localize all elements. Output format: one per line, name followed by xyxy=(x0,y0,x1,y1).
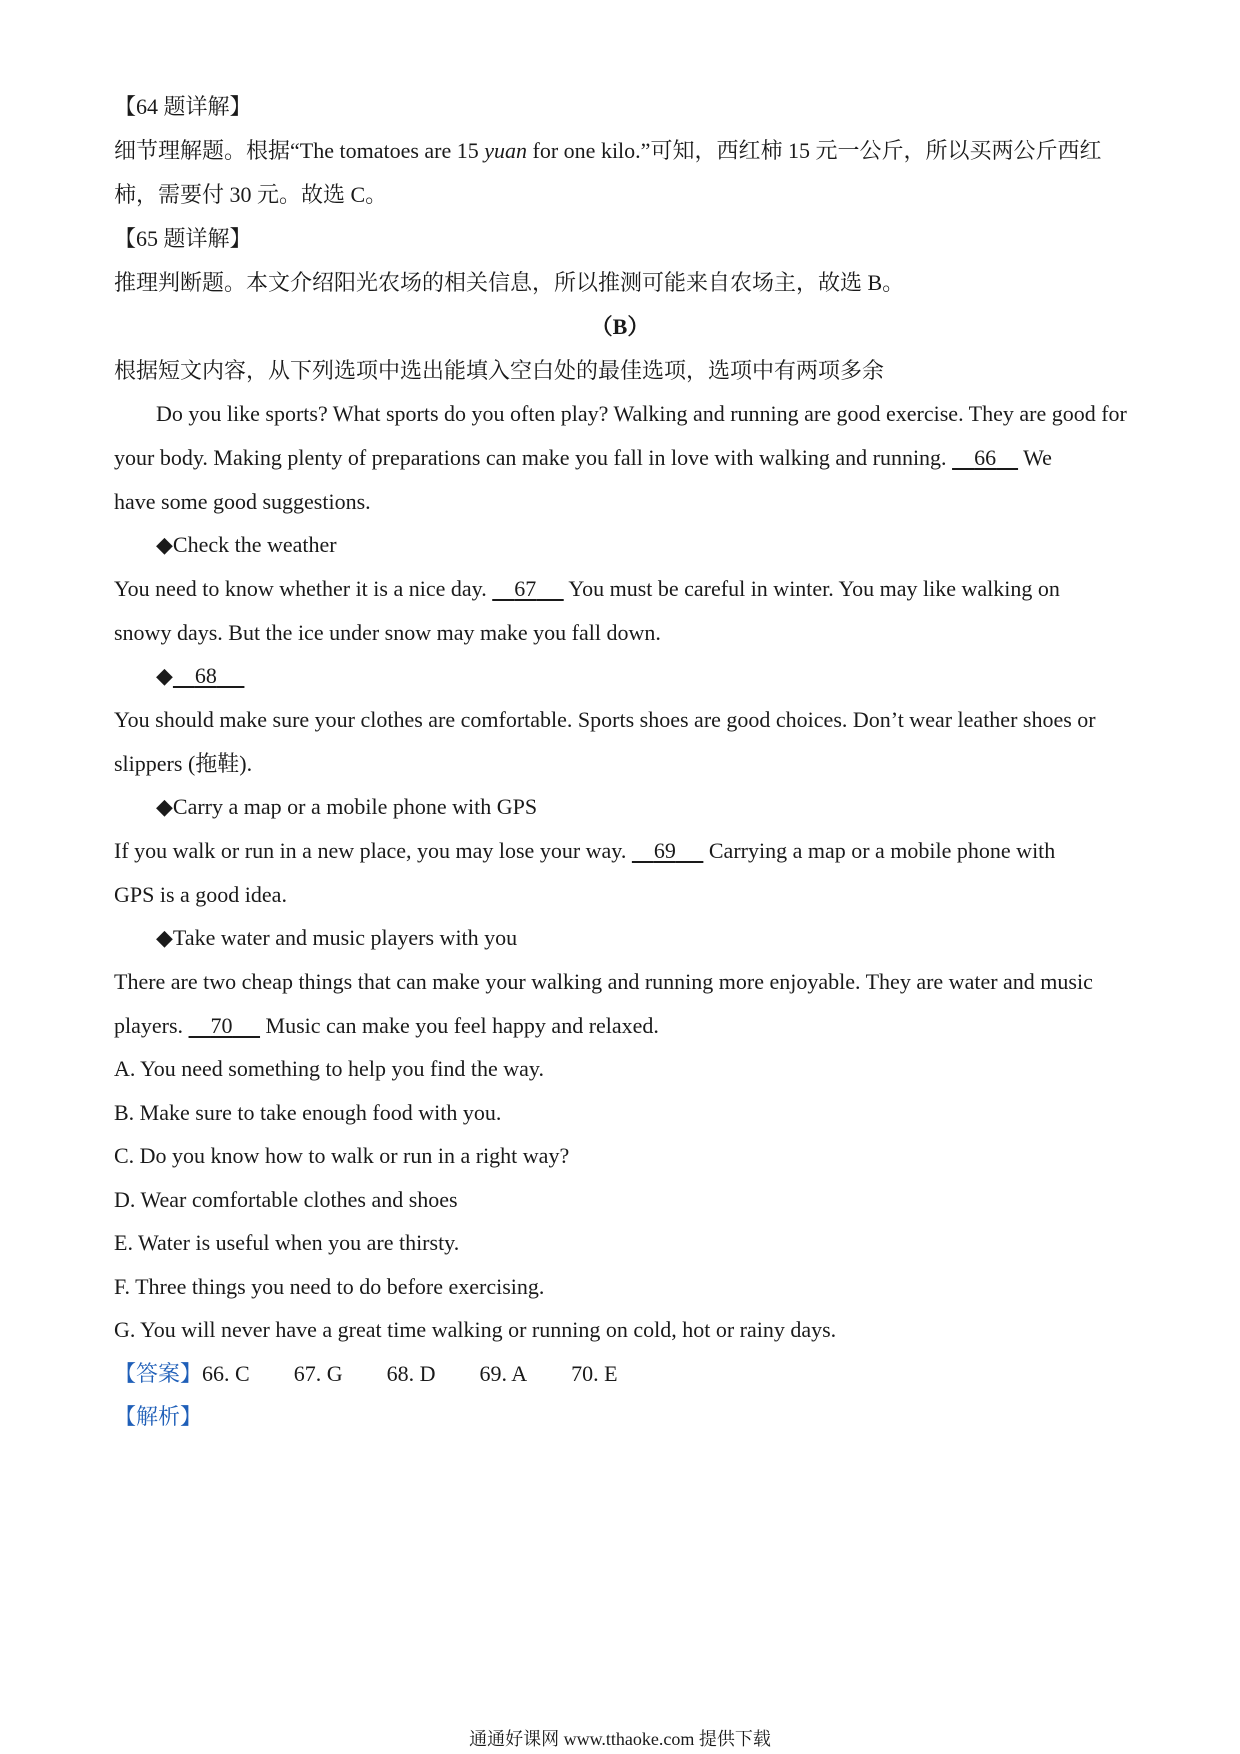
answer-label: 【答案】 xyxy=(114,1361,203,1386)
blank-66 xyxy=(952,443,1018,473)
text-segment: players. xyxy=(114,1013,189,1038)
option-g: G. You will never have a great time walking or running on cold, hot or rainy days. xyxy=(114,1317,837,1342)
section-64-line-2: 柿，需要付 30 元。故选 C。 xyxy=(114,182,388,207)
passage-p2-line-2: snowy days. But the ice under snow may make you fall down. xyxy=(114,620,661,645)
passage-p1-line-3: have some good suggestions. xyxy=(114,489,371,514)
answer-68: 68. D xyxy=(386,1361,436,1386)
italic-word: yuan xyxy=(484,138,528,163)
passage-p2-line-1 xyxy=(114,574,1130,604)
passage-p1-line-2 xyxy=(114,443,1130,473)
text-segment: 细节理解题。根据“The tomatoes are 15 xyxy=(114,138,485,163)
option-d: D. Wear comfortable clothes and shoes xyxy=(114,1187,458,1212)
option-c: C. Do you know how to walk or run in a right way? xyxy=(114,1143,570,1168)
passage-p5-line-2 xyxy=(114,1011,1130,1041)
text-segment: You must be careful in winter. You may like walking on xyxy=(563,576,1060,601)
blank-68-number: 68 xyxy=(194,663,217,688)
blank-69-number: 69 xyxy=(653,838,676,863)
blank-69 xyxy=(632,836,704,866)
text-segment: your body. Making plenty of preparations can make you fall in love with walking and running. xyxy=(114,445,953,470)
text-segment: If you walk or run in a new place, you may lose your way. xyxy=(114,838,632,863)
passage-p1-line-1: Do you like sports? What sports do you often play? Walking and running are good exercise. They are good for xyxy=(156,401,1127,426)
analysis-label: 【解析】 xyxy=(114,1404,203,1429)
blank-67 xyxy=(492,574,564,604)
option-f: F. Three things you need to do before exercising. xyxy=(114,1274,545,1299)
answer-70: 70. E xyxy=(571,1361,618,1386)
blank-67-number: 67 xyxy=(514,576,537,601)
part-b-instruction: 根据短文内容，从下列选项中选出能填入空白处的最佳选项，选项中有两项多余 xyxy=(114,358,885,383)
text-segment: Music can make you feel happy and relaxed. xyxy=(260,1013,659,1038)
text-segment: We xyxy=(1018,445,1052,470)
passage-p5-line-1: There are two cheap things that can make your walking and running more enjoyable. They are water and music xyxy=(114,969,1093,994)
blank-70 xyxy=(189,1011,261,1041)
answer-69: 69. A xyxy=(479,1361,528,1386)
passage-p4-line-2: GPS is a good idea. xyxy=(114,882,287,907)
passage-p4-line-1 xyxy=(114,836,1130,866)
blank-70-number: 70 xyxy=(210,1013,233,1038)
part-b-title: （B） xyxy=(590,314,650,339)
option-e: E. Water is useful when you are thirsty. xyxy=(114,1230,460,1255)
bullet-icon: ◆ xyxy=(156,663,173,688)
text-segment: You need to know whether it is a nice day. xyxy=(114,576,493,601)
blank-68 xyxy=(173,661,245,691)
blank-66-number: 66 xyxy=(974,445,997,470)
answer-67: 67. G xyxy=(293,1361,343,1386)
section-65-heading: 【65 题详解】 xyxy=(114,226,252,251)
passage-p3-line-2: slippers (拖鞋). xyxy=(114,751,253,776)
answer-line xyxy=(114,1359,1130,1389)
suggestion-heading-water-music: ◆Take water and music players with you xyxy=(156,925,518,950)
text-segment: Carrying a map or a mobile phone with xyxy=(703,838,1056,863)
suggestion-heading-weather: ◆Check the weather xyxy=(156,532,337,557)
section-64-line-1 xyxy=(114,136,1130,166)
option-a: A. You need something to help you find the way. xyxy=(114,1056,544,1081)
passage-p3-line-1: You should make sure your clothes are comfortable. Sports shoes are good choices. Don’t wear leather shoes or xyxy=(114,707,1096,732)
text-segment: for one kilo.”可知，西红柿 15 元一公斤，所以买两公斤西红 xyxy=(527,138,1102,163)
answer-66: 66. C xyxy=(202,1361,250,1386)
option-b: B. Make sure to take enough food with you. xyxy=(114,1100,502,1125)
page-footer: 通通好课网 www.tthaoke.com 提供下载 xyxy=(469,1729,771,1749)
section-65-line-1: 推理判断题。本文介绍阳光农场的相关信息，所以推测可能来自农场主，故选 B。 xyxy=(114,270,905,295)
suggestion-heading-map: ◆Carry a map or a mobile phone with GPS xyxy=(156,794,538,819)
suggestion-heading-68 xyxy=(156,661,1172,691)
section-64-heading: 【64 题详解】 xyxy=(114,94,252,119)
